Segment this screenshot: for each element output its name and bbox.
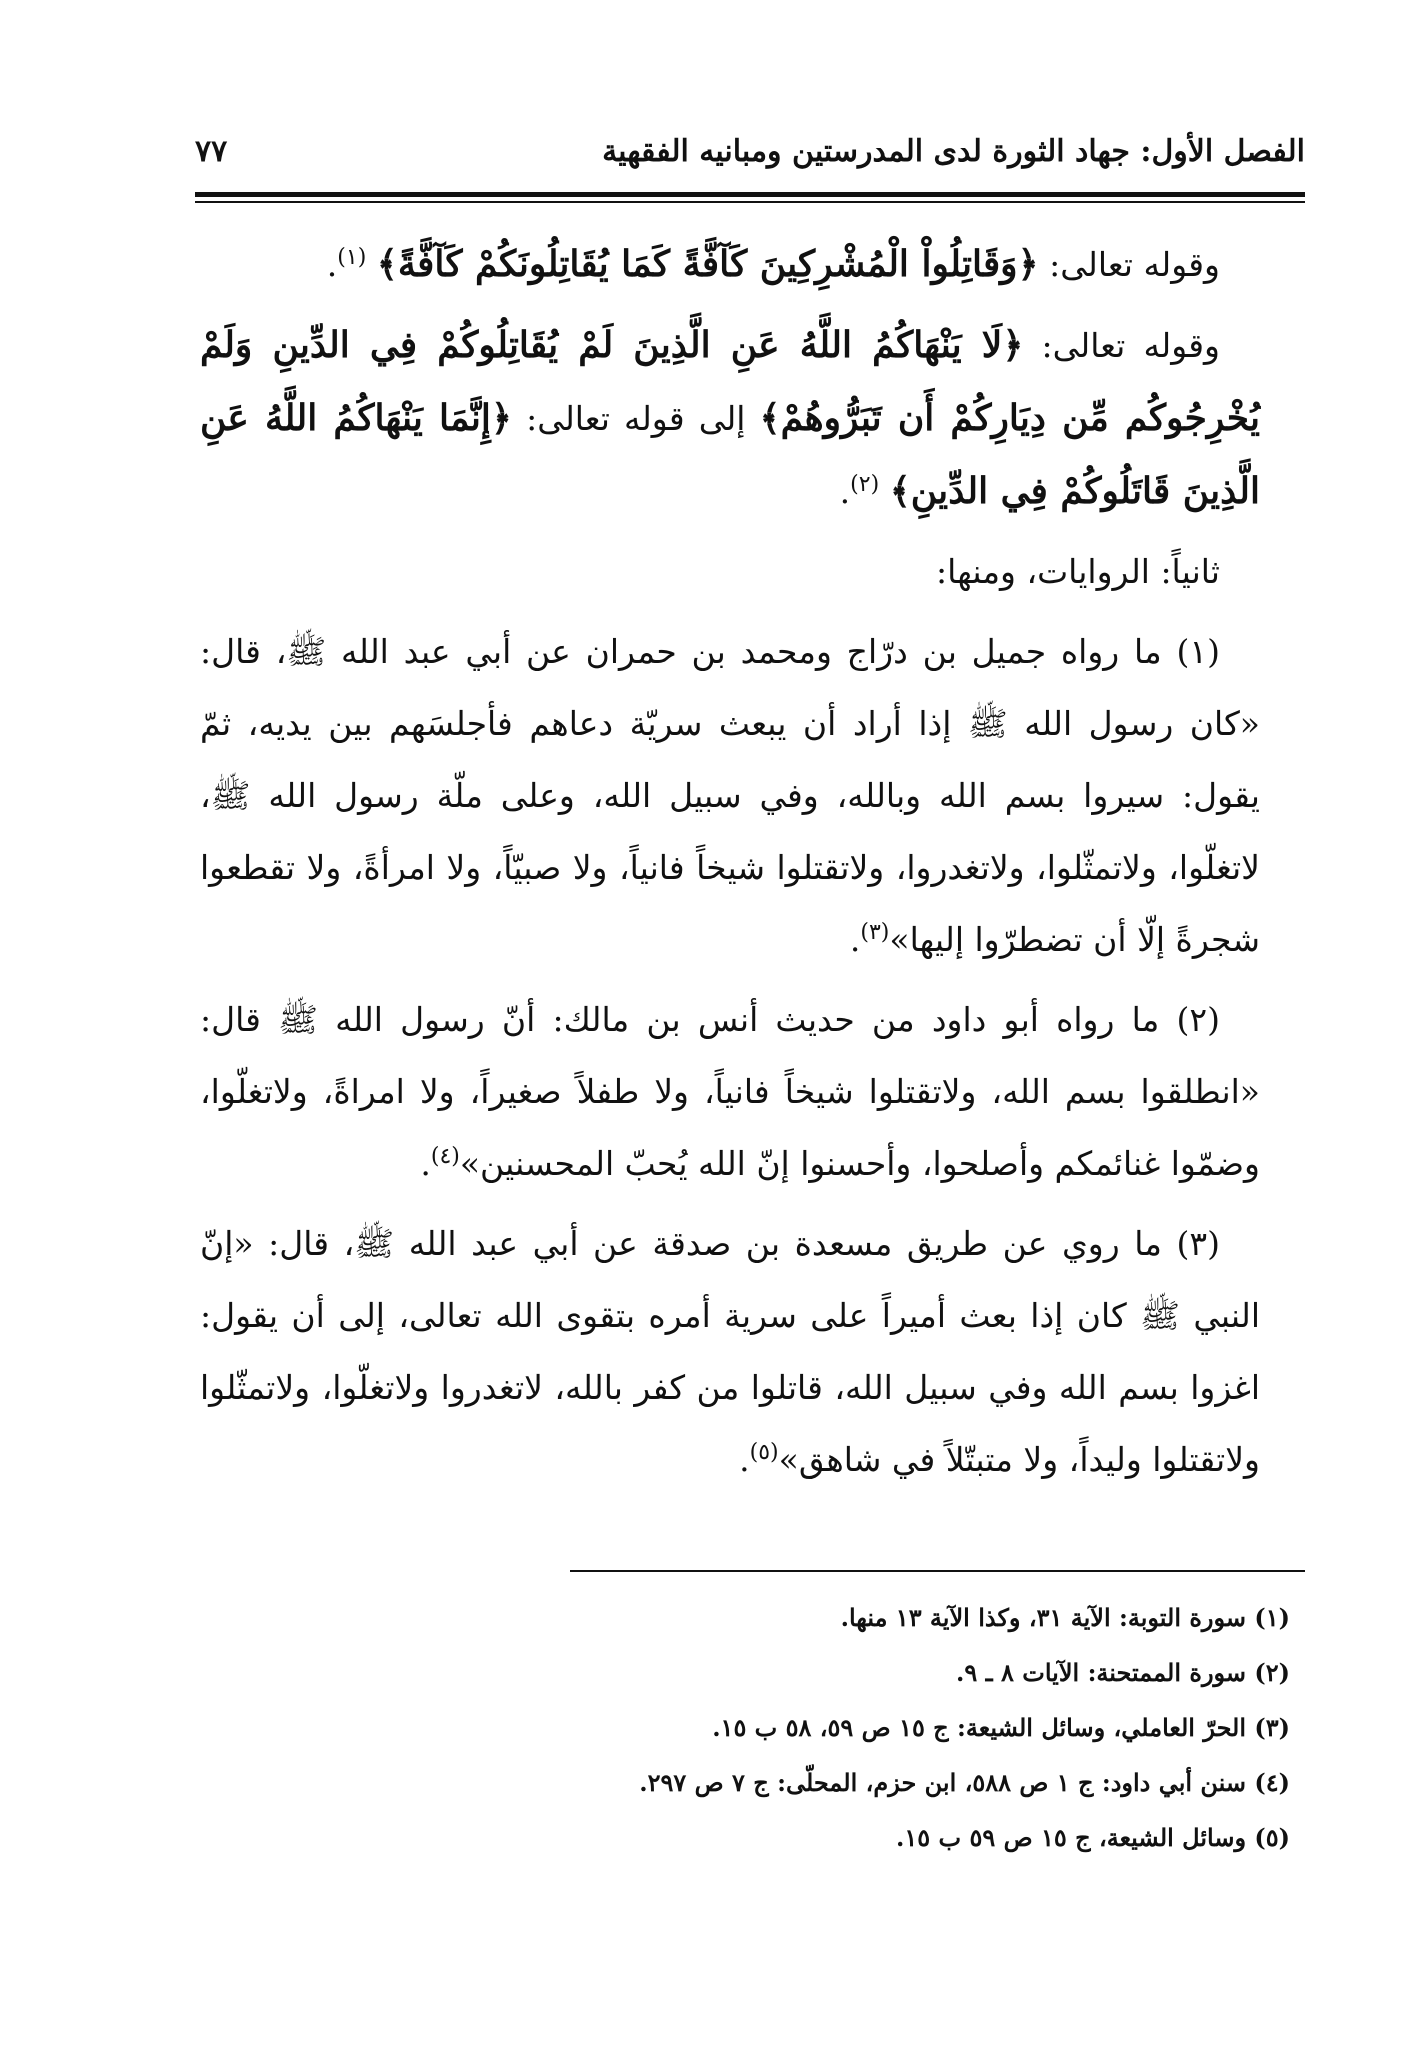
verse-paragraph-2 — [200, 309, 1260, 528]
page-number: ٧٧ — [195, 134, 228, 169]
footnotes — [200, 1590, 1290, 1865]
header-rule-thin — [195, 201, 1305, 203]
footnote-3: (٣) الحرّ العاملي، وسائل الشيعة: ج ١٥ ص ٥٩، ٥٨ ب ١٥. — [712, 1713, 1290, 1742]
verse-connector: إلى قوله تعالى: — [526, 399, 746, 438]
header-rule-thick — [195, 192, 1305, 197]
page-header — [195, 128, 1305, 188]
narration-text: ما روي عن طريق مسعدة بن صدقة عن أبي عبد الله ﷺ، قال: «إنّ النبي ﷺ كان إذا بعث أميراً على سرية أمره بتقوى الله تعالى، إلى أن يقول: اغزوا بسم الله وفي سبيل الله، قاتلوا من كفر بالله، لاتغدروا ولاتغلّوا، ولاتمثّلوا ولاتقتلوا وليداً، ولا متبتّلاً في شاهق» — [200, 1224, 1260, 1479]
narration-text: ما رواه جميل بن درّاج ومحمد بن حمران عن أبي عبد الله ﷺ، قال: «كان رسول الله ﷺ إذا أراد أن يبعث سريّة دعاهم فأجلسَهم بين يديه، ثمّ يقول: سيروا بسم الله وبالله، وفي سبيل الله، وعلى ملّة رسول الله ﷺ، لاتغلّوا، ولاتمثّلوا، ولاتغدروا، ولاتقتلوا شيخاً فانياً، ولا صبيّاً، ولا امرأةً، ولا تقطعوا شجرةً إلّا أن تضطرّوا إليها» — [200, 632, 1260, 959]
narration-text: ما رواه أبو داود من حديث أنس بن مالك: أنّ رسول الله ﷺ قال: «انطلقوا بسم الله، ولاتقتلوا شيخاً فانياً، ولا طفلاً صغيراً، ولا امراةً، ولاتغلّوا، وضمّوا غنائمكم وأصلحوا، وأحسنوا إنّ الله يُحبّ المحسنين» — [200, 1000, 1260, 1183]
footnote-ref: (٢) — [850, 472, 880, 497]
narration-3 — [200, 1208, 1260, 1496]
footnote-ref: (٥) — [749, 1440, 779, 1465]
footnote-1: (١) سورة التوبة: الآية ٣١، وكذا الآية ١٣ منها. — [840, 1603, 1290, 1632]
footnote-separator — [570, 1570, 1305, 1572]
narration-number: (١) — [1176, 632, 1221, 671]
period: . — [326, 245, 338, 284]
footnote-4: (٤) سنن أبي داود: ج ١ ص ٥٨٨، ابن حزم، المحلّى: ج ٧ ص ٢٩٧. — [639, 1768, 1290, 1797]
quran-verse: ﴿وَقَاتِلُواْ الْمُشْرِكِينَ كَآفَّةً كَمَا يُقَاتِلُونَكُمْ كَآفَّةً﴾ — [376, 243, 1039, 285]
narration-2 — [200, 984, 1260, 1200]
period: . — [849, 920, 861, 959]
period: . — [839, 472, 851, 511]
narration-number: (٣) — [1176, 1224, 1220, 1263]
quran-verse: ﴿إِنَّمَا يَنْهَاكُمُ اللَّهُ عَنِ الَّذِينَ قَاتَلُوكُمْ فِي الدِّينِ﴾ — [200, 397, 1260, 512]
verse-intro: وقوله تعالى: — [1049, 245, 1220, 284]
narration-number: (٢) — [1176, 1000, 1220, 1039]
verse-paragraph-1 — [200, 228, 1260, 301]
narration-1 — [200, 616, 1260, 976]
main-text — [200, 228, 1260, 1504]
footnote-2: (٢) سورة الممتحنة: الآيات ٨ ـ ٩. — [956, 1658, 1290, 1687]
verse-intro: وقوله تعالى: — [1041, 326, 1220, 365]
period: . — [739, 1440, 750, 1479]
running-title: الفصل الأول: جهاد الثورة لدى المدرستين ومبانيه الفقهية — [602, 134, 1305, 169]
footnote-ref: (٤) — [430, 1144, 460, 1169]
footnote-ref: (١) — [337, 245, 367, 270]
period: . — [420, 1144, 431, 1183]
quran-verse: ﴿لَا يَنْهَاكُمُ اللَّهُ عَنِ الَّذِينَ لَمْ يُقَاتِلُوكُمْ فِي الدِّينِ وَلَمْ يُخْرِجُوكُم مِّن دِيَارِكُمْ أَن تَبَرُّوهُمْ﴾ — [200, 324, 1260, 439]
section-heading: ثانياً: الروايات، ومنها: — [936, 552, 1220, 591]
footnote-ref: (٣) — [860, 920, 890, 945]
footnote-5: (٥) وسائل الشيعة، ج ١٥ ص ٥٩ ب ١٥. — [896, 1823, 1290, 1852]
